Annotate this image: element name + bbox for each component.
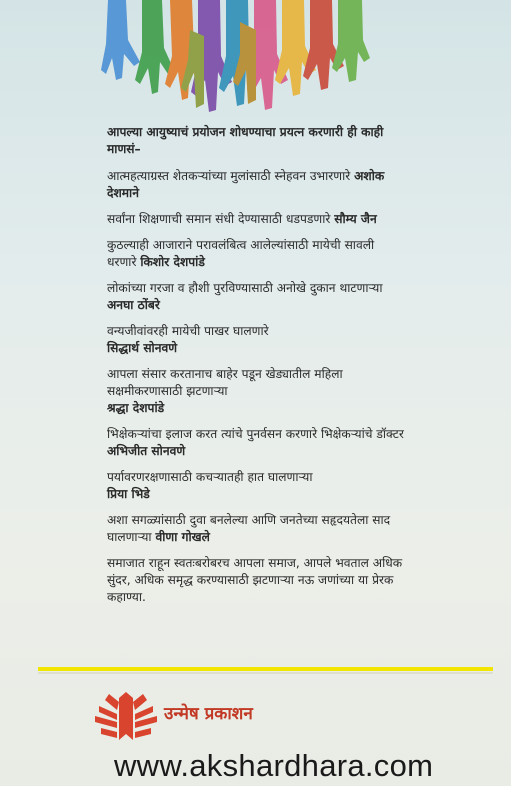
blurb-closing: समाजात राहून स्वतःबरोबरच आपला समाज, आपले भवताल अधिक सुंदर, अधिक समृद्ध करण्यासाठी झटणाऱ्या नऊ जणांच्या या प्रेरक कहाण्या. [107,556,403,604]
yellow-divider [38,667,493,671]
profile-entry [107,512,407,546]
divider-shadow [38,672,493,674]
raised-hands-illustration [100,0,370,118]
profile-entry [107,280,407,314]
publisher-name: उन्मेष प्रकाशन [164,704,253,724]
profile-name: प्रिया भिडे [107,487,150,501]
profile-entry [107,168,407,202]
profile-entry [107,426,407,460]
profile-entry [107,469,407,503]
entry-text: पर्यावरणरक्षणासाठी कचऱ्यातही हात घालणाऱ्या [107,470,313,484]
entry-text: भिक्षेकऱ्यांचा इलाज करत त्यांचे पुनर्वसन करणारे भिक्षेकऱ्यांचे डॉक्टर [107,427,404,441]
back-cover-blurb [107,124,407,615]
profile-name: वीणा गोखले [155,530,210,544]
profile-name: सौम्य जैन [334,212,377,226]
entry-text: कुठल्याही आजाराने परावलंबित्व आलेल्यांसाठी मायेची सावली धरणारे [107,238,375,269]
website-watermark: www.akshardhara.com [114,748,434,783]
profile-entry [107,323,407,357]
entry-text: सर्वांना शिक्षणाची समान संधी देण्यासाठी धडपडणारे [107,212,331,226]
entry-text: आत्महत्याग्रस्त शेतकऱ्यांच्या मुलांसाठी स्नेहवन उभारणारे [107,169,351,183]
entry-text: आपला संसार करतानाच बाहेर पडून खेड्यातील महिला सक्षमीकरणासाठी झटणाऱ्या [107,367,343,398]
profile-name: अशोक देशमाने [107,169,385,200]
blurb-lead: आपल्या आयुष्याचं प्रयोजन शोधण्याचा प्रयत्न करणारी ही काही माणसं– [107,125,384,156]
publisher-logo-icon [95,688,157,742]
profile-name: श्रद्धा देशपांडे [107,401,165,415]
profile-entry [107,366,407,417]
entry-text: अशा सगळ्यांसाठी दुवा बनलेल्या आणि जनतेच्या सहृदयतेला साद घालणाऱ्या [107,513,391,544]
profile-entry [107,237,407,271]
profile-name: सिद्धार्थ सोनवणे [107,341,178,355]
entry-text: वन्यजीवांवरही मायेची पाखर घालणारे [107,324,269,338]
profile-name: अभिजीत सोनवणे [107,444,186,458]
profile-name: अनघा ठोंबरे [107,298,160,312]
profile-entry [107,211,407,228]
profile-name: किशोर देशपांडे [140,255,205,269]
entry-text: लोकांच्या गरजा व हौशी पुरविण्यासाठी अनोखे दुकान थाटणाऱ्या [107,281,383,295]
